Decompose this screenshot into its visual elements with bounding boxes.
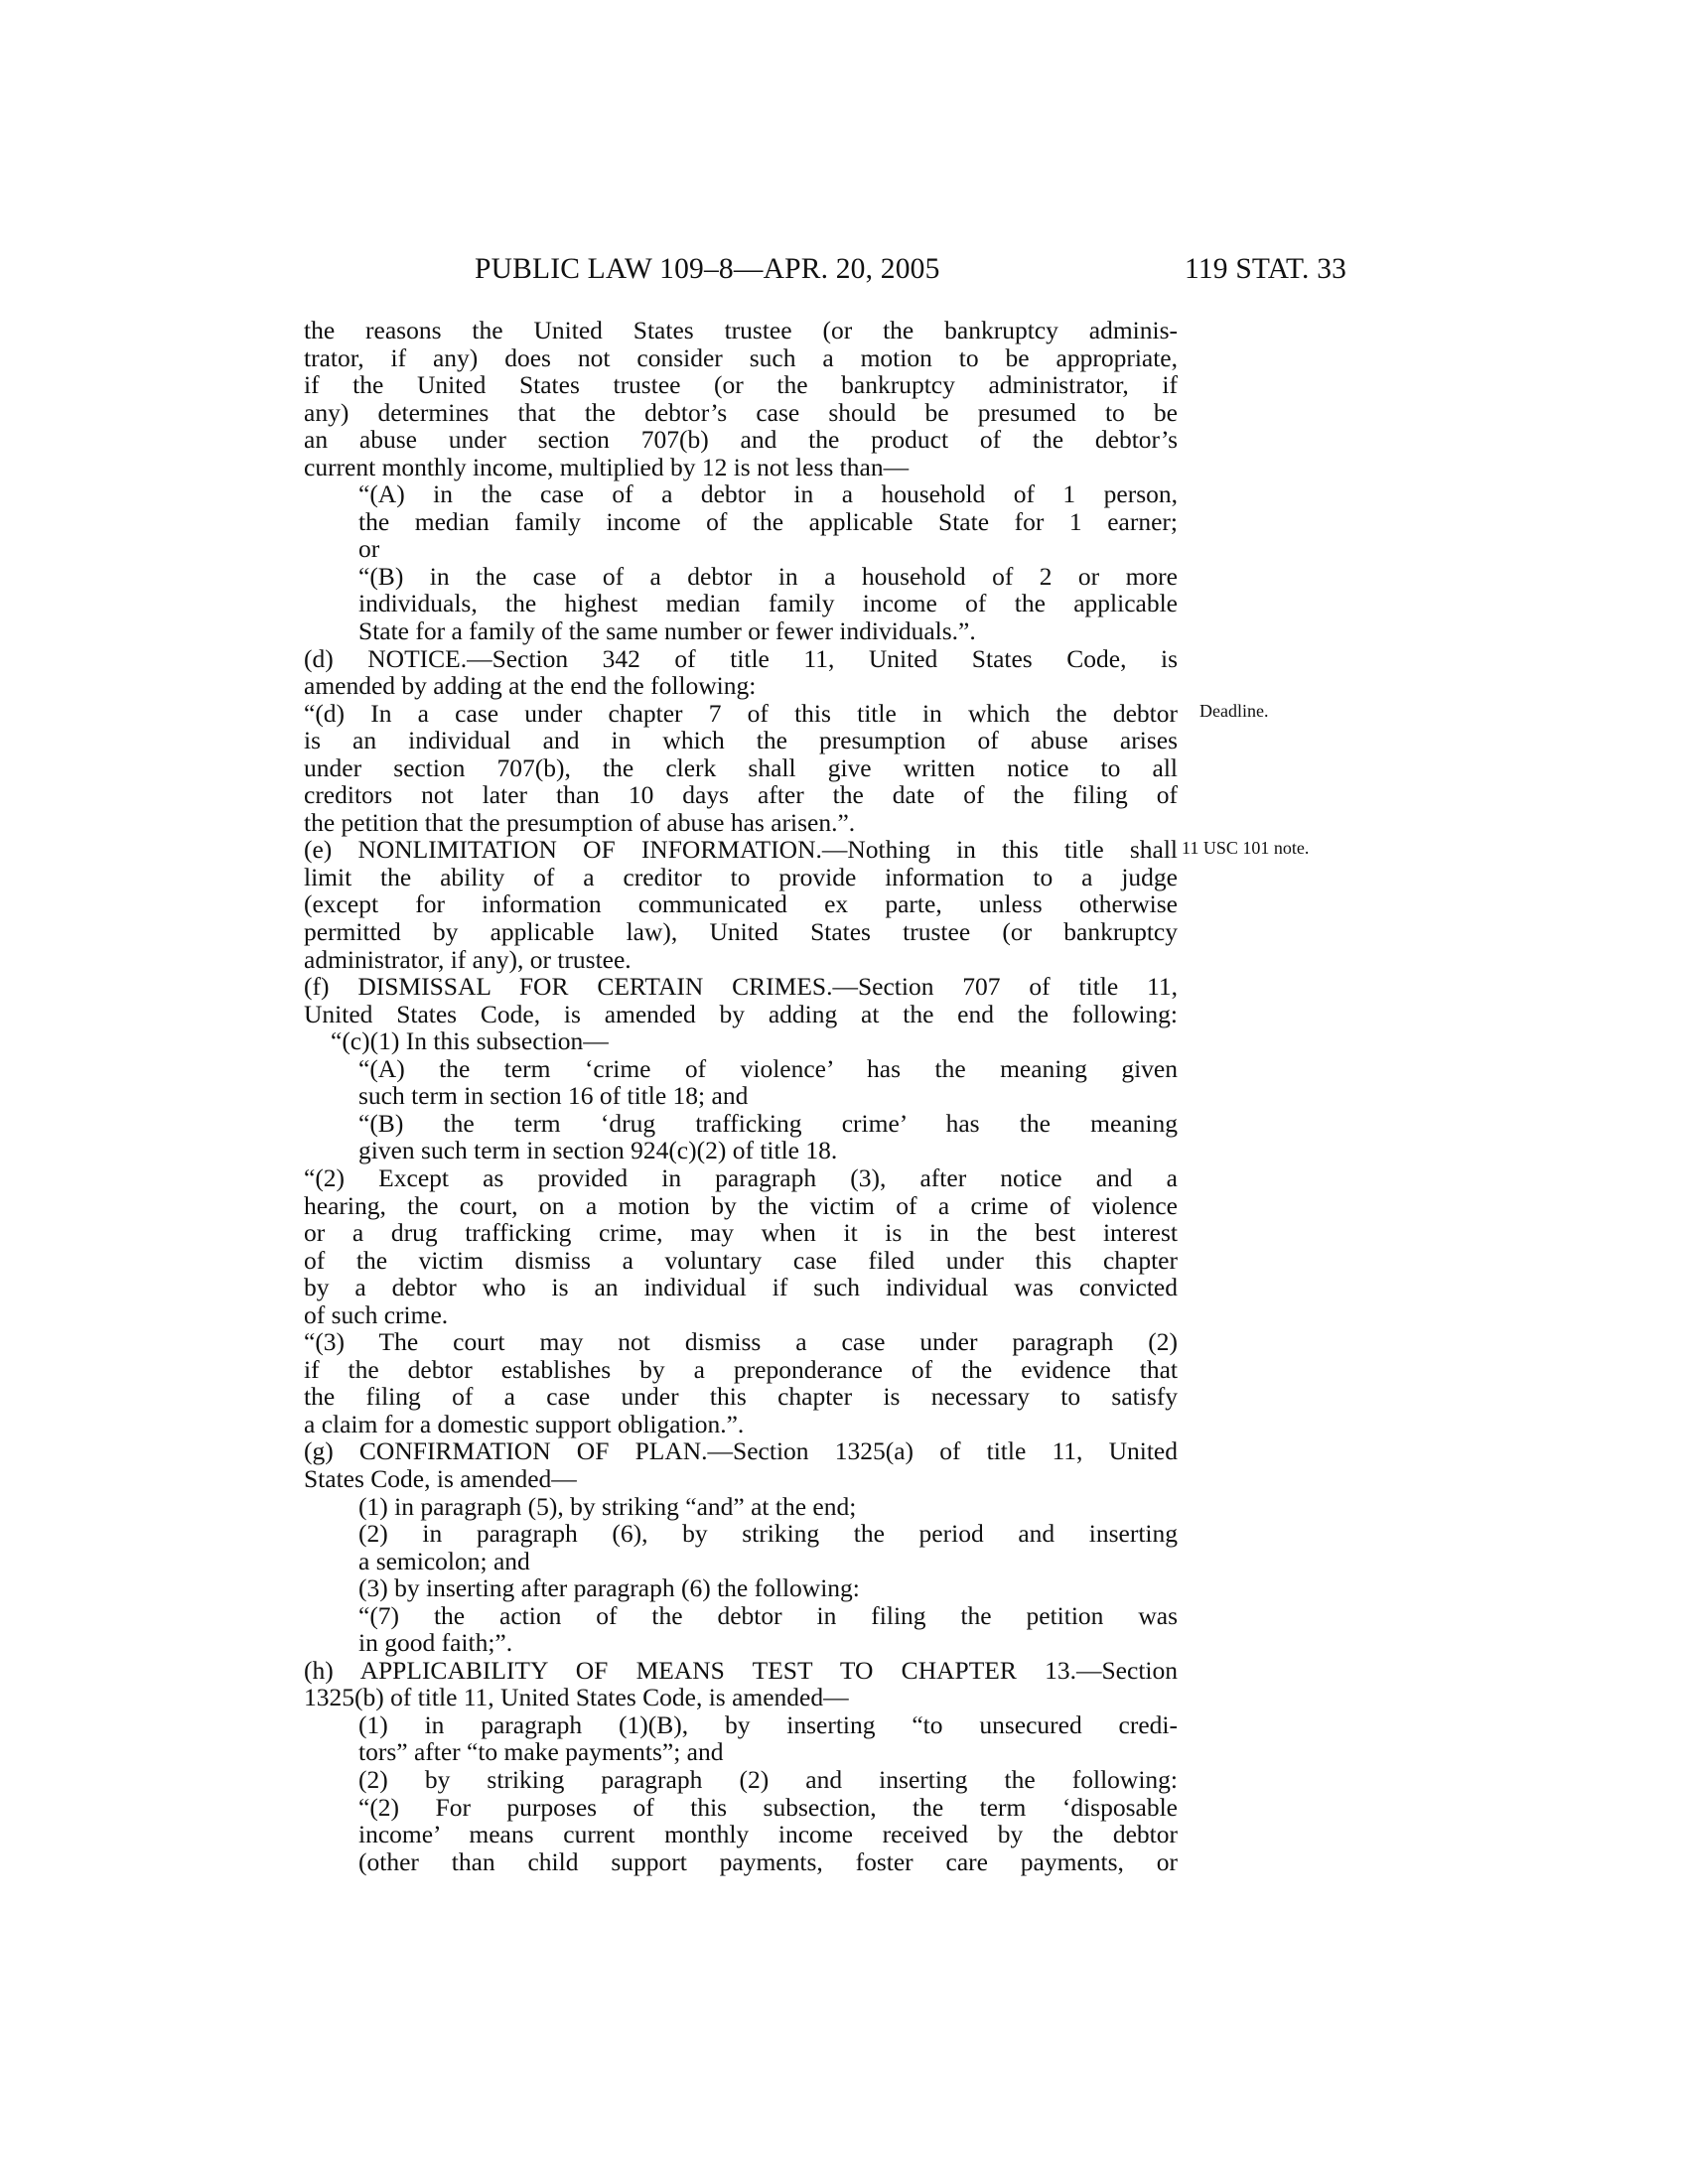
text-line: “(B) the term ‘drug trafficking crime’ has the meaning [358,1108,1178,1138]
text-line: trator, if any) does not consider such a motion to be appropriate, [304,342,1178,372]
text-line: in good faith;”. [358,1628,513,1658]
text-line: if the United States trustee (or the bankruptcy administrator, if [304,370,1178,400]
text-line: (2) by striking paragraph (2) and inserting the following: [358,1764,1178,1794]
text-line: permitted by applicable law), United States trustee (or bankruptcy [304,917,1178,947]
text-line: a claim for a domestic support obligation.”. [304,1409,745,1438]
text-line: of the victim dismiss a voluntary case filed under this chapter [304,1245,1178,1275]
text-line: tors” after “to make payments”; and [358,1737,724,1767]
body-text [304,317,1178,1875]
text-line: amended by adding at the end the following: [304,671,757,701]
page-header [0,253,1688,293]
text-line: (e) NONLIMITATION OF INFORMATION.—Nothing in this title shall [304,835,1178,865]
text-line: (2) in paragraph (6), by striking the period and inserting [358,1519,1178,1549]
text-line: 1325(b) of title 11, United States Code, is amended— [304,1683,849,1712]
text-line: income’ means current monthly income received by the debtor [358,1820,1178,1849]
text-line: under section 707(b), the clerk shall give written notice to all [304,752,1178,782]
text-line: (f) DISMISSAL FOR CERTAIN CRIMES.—Section 707 of title 11, [304,972,1178,1002]
statute-page-number: 119 STAT. 33 [1185,253,1347,285]
text-line: United States Code, is amended by adding at the end the following: [304,999,1178,1028]
margin-note-deadline: Deadline. [1199,701,1269,721]
text-line: (d) NOTICE.—Section 342 of title 11, United States Code, is [304,643,1178,673]
text-line: individuals, the highest median family income of the applicable [358,589,1178,618]
text-line: is an individual and in which the presumption of abuse arises [304,726,1178,755]
text-line: State for a family of the same number or fewer individuals.”. [358,616,976,646]
text-line: (h) APPLICABILITY OF MEANS TEST TO CHAPTER 13.—Section [304,1655,1178,1685]
text-line: “(A) the term ‘crime of violence’ has the meaning given [358,1053,1178,1083]
text-line: “(A) in the case of a debtor in a household of 1 person, [358,479,1178,509]
text-line: “(d) In a case under chapter 7 of this title in which the debtor [304,698,1178,728]
text-line: (g) CONFIRMATION OF PLAN.—Section 1325(a) of title 11, United [304,1436,1178,1466]
text-line: “(2) For purposes of this subsection, the term ‘disposable [358,1792,1178,1822]
text-line: or a drug trafficking crime, may when it is in the best interest [304,1218,1178,1248]
text-line: the median family income of the applicable State for 1 earner; [358,506,1178,536]
text-line: “(2) Except as provided in paragraph (3), after notice and a [304,1162,1178,1192]
text-line: “(3) The court may not dismiss a case under paragraph (2) [304,1327,1178,1357]
text-line: such term in section 16 of title 18; and [358,1081,749,1111]
text-line: the filing of a case under this chapter is necessary to satisfy [304,1382,1178,1412]
text-line: any) determines that the debtor’s case should be presumed to be [304,397,1178,427]
text-line: by a debtor who is an individual if such individual was convicted [304,1273,1178,1302]
text-line: “(c)(1) In this subsection— [331,1026,609,1056]
text-line: an abuse under section 707(b) and the product of the debtor’s [304,425,1178,455]
text-line: if the debtor establishes by a preponderance of the evidence that [304,1354,1178,1384]
text-line: (1) in paragraph (5), by striking “and” at the end; [358,1491,857,1521]
text-line: or [358,534,380,564]
text-line: the petition that the presumption of abuse has arisen.”. [304,807,856,837]
text-line: States Code, is amended— [304,1463,577,1493]
text-line: “(B) in the case of a debtor in a household of 2 or more [358,561,1178,591]
text-line: hearing, the court, on a motion by the victim of a crime of violence [304,1190,1178,1220]
text-line: administrator, if any), or trustee. [304,944,632,974]
text-line: (3) by inserting after paragraph (6) the following: [358,1573,860,1603]
text-line: a semicolon; and [358,1546,530,1575]
text-line: the reasons the United States trustee (or the bankruptcy adminis- [304,316,1178,344]
text-line: limit the ability of a creditor to provide information to a judge [304,862,1178,891]
running-head-title: PUBLIC LAW 109–8—APR. 20, 2005 [475,253,940,285]
text-line: (other than child support payments, foster care payments, or [358,1846,1178,1876]
text-line: creditors not later than 10 days after the date of the filing of [304,780,1178,810]
text-line: current monthly income, multiplied by 12 is not less than— [304,452,910,481]
text-line: given such term in section 924(c)(2) of title 18. [358,1136,838,1165]
margin-note-usc: 11 USC 101 note. [1182,838,1310,858]
text-line: of such crime. [304,1299,449,1329]
text-line: (1) in paragraph (1)(B), by inserting “to unsecured credi- [358,1709,1178,1739]
text-line: “(7) the action of the debtor in filing the petition was [358,1600,1178,1630]
text-line: (except for information communicated ex parte, unless otherwise [304,889,1178,919]
